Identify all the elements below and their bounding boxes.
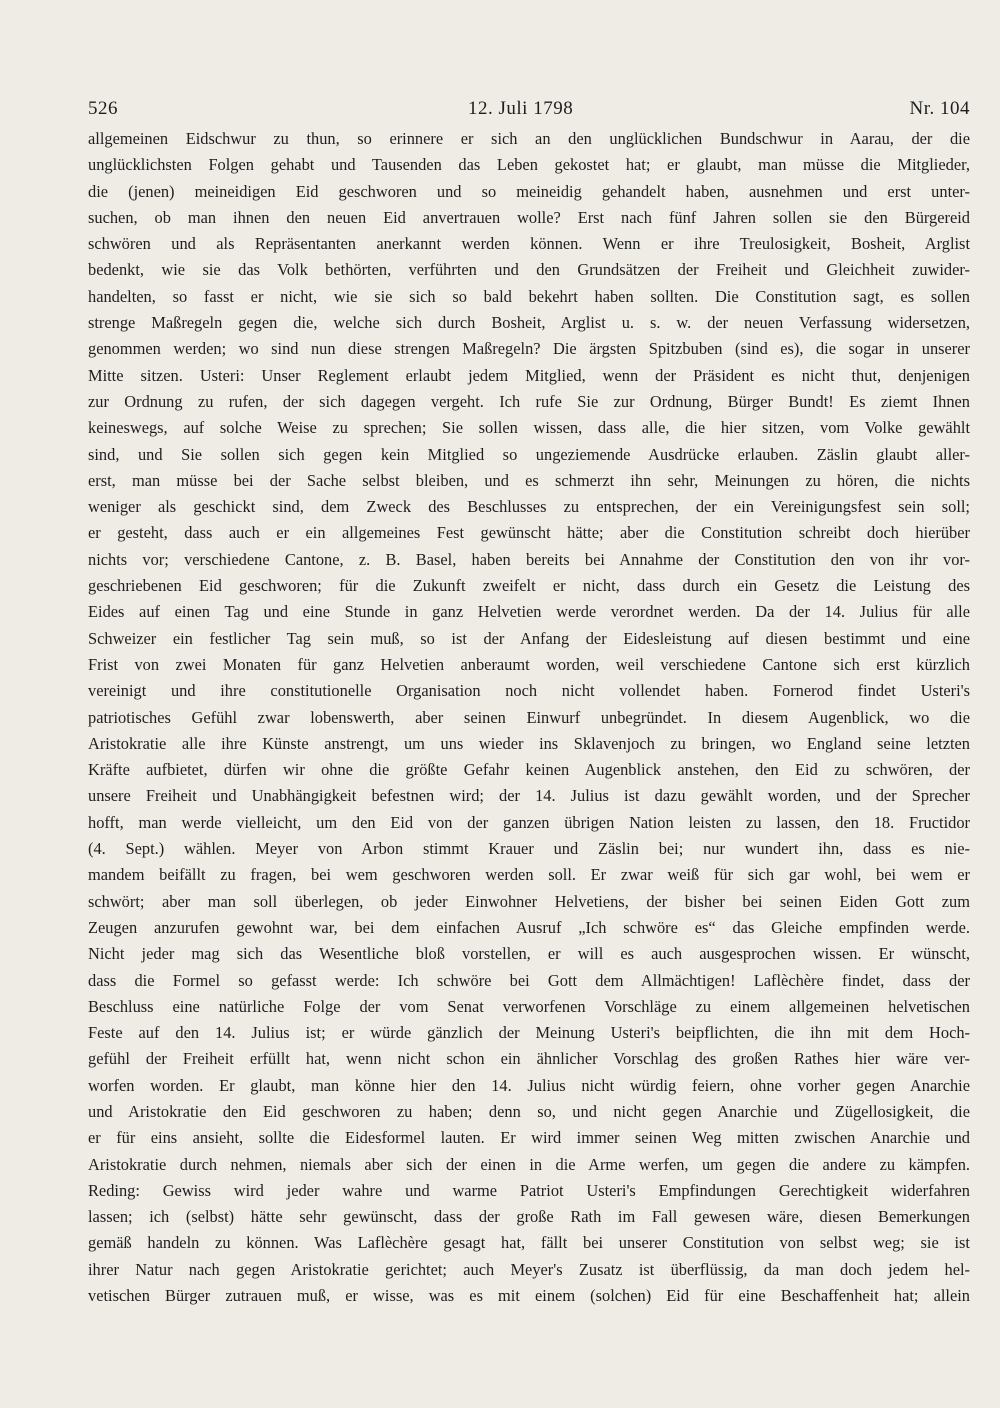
text-line: lassen; ich (selbst) hätte sehr gewünscht, dass der große Rath im Fall gewesen wäre, diesen Bemerkungen: [88, 1207, 970, 1227]
text-line: Kräfte aufbietet, dürfen wir ohne die größte Gefahr keinen Augenblick anstehen, den Eid zu schwören, der: [88, 760, 970, 780]
text-line: und Aristokratie den Eid geschworen zu haben; denn so, und nicht gegen Anarchie und Zügellosigkeit, die: [88, 1101, 970, 1121]
text-line: patriotisches Gefühl zwar lobenswerth, aber seinen Einwurf unbegründet. In diesem Augenblick, wo die: [88, 707, 970, 727]
document-number: Nr. 104: [909, 98, 970, 119]
text-line: Frist von zwei Monaten für ganz Helvetien anberaumt worden, weil verschiedene Cantone sich erst kürzlich: [88, 654, 970, 674]
page-number: 526: [88, 98, 118, 119]
text-line: genommen werden; wo sind nun diese strengen Maßregeln? Die ärgsten Spitzbuben (sind es), die sogar in unserer: [88, 339, 970, 359]
text-line: Beschluss eine natürliche Folge der vom Senat verworfenen Vorschläge zu einem allgemeinen helvetischen: [88, 996, 970, 1016]
text-line: zur Ordnung zu rufen, der sich dagegen vergeht. Ich rufe Sie zur Ordnung, Bürger Bundt! Es ziemt Ihnen: [88, 391, 970, 411]
text-line: ihrer Natur nach gegen Aristokratie gerichtet; auch Meyer's Zusatz ist überflüssig, da man doch jedem hel-: [88, 1259, 970, 1279]
text-line: vereinigt und ihre constitutionelle Organisation noch nicht vollendet haben. Fornerod findet Usteri's: [88, 681, 970, 701]
page-header: [88, 98, 970, 128]
text-line: Mitte sitzen. Usteri: Unser Reglement erlaubt jedem Mitglied, wenn der Präsident es nicht thut, denjenigen: [88, 365, 970, 385]
text-line: er gesteht, dass auch er ein allgemeines Fest gewünscht hätte; aber die Constitution schreibt doch hierüber: [88, 523, 970, 543]
text-line: sind, und Sie sollen sich gegen kein Mitglied so ungeziemende Ausdrücke erlauben. Zäslin glaubt aller-: [88, 444, 970, 464]
text-line: nichts vor; verschiedene Cantone, z. B. Basel, haben bereits bei Annahme der Constitution den von ihr vor-: [88, 549, 970, 569]
text-line: bedenkt, wie sie das Volk bethörten, verführten und den Grundsätzen der Freiheit und Gleichheit zuwider-: [88, 260, 970, 280]
text-line: hofft, man werde vielleicht, um den Eid von der ganzen übrigen Nation leisten zu lassen, den 18. Fructidor: [88, 812, 970, 832]
text-line: vetischen Bürger zutrauen muß, er wisse, was es mit einem (solchen) Eid für eine Beschaffenheit hat; allein: [88, 1286, 970, 1306]
text-line: Schweizer ein festlicher Tag sein muß, so ist der Anfang der Eidesleistung auf diesen bestimmt und eine: [88, 628, 970, 648]
text-line: worfen worden. Er glaubt, man könne hier den 14. Julius nicht würdig feiern, ohne vorher gegen Anarchie: [88, 1075, 970, 1095]
text-line: er für eins ansieht, sollte die Eidesformel lauten. Er wird immer seinen Weg mitten zwischen Anarchie und: [88, 1128, 970, 1148]
text-line: schwört; aber man soll überlegen, ob jeder Einwohner Helvetiens, der bisher bei seinen Eiden Gott zum: [88, 891, 970, 911]
header-date: 12. Juli 1798: [468, 98, 574, 119]
text-line: handelten, so fasst er nicht, wie sie sich so bald bekehrt haben sollten. Die Constitution sagt, es sollen: [88, 286, 970, 306]
text-line: (4. Sept.) wählen. Meyer von Arbon stimmt Krauer und Zäslin bei; nur wundert ihn, dass es nie-: [88, 839, 970, 859]
text-line: unsere Freiheit und Unabhängigkeit befestnen wird; der 14. Julius ist dazu gewählt worden, und der Sprecher: [88, 786, 970, 806]
text-line: suchen, ob man ihnen den neuen Eid anvertrauen wolle? Erst nach fünf Jahren sollen sie den Bürgereid: [88, 207, 970, 227]
text-line: Reding: Gewiss wird jeder wahre und warme Patriot Usteri's Empfindungen Gerechtigkeit widerfahren: [88, 1180, 970, 1200]
text-line: Zeugen anzurufen gewohnt war, bei dem einfachen Ausruf „Ich schwöre es“ das Gleiche empfinden werde.: [88, 917, 970, 937]
text-line: gemäß handeln zu können. Was Laflèchère gesagt hat, fällt bei unserer Constitution von selbst weg; sie ist: [88, 1233, 970, 1253]
text-line: dass die Formel so gefasst werde: Ich schwöre bei Gott dem Allmächtigen! Laflèchère findet, dass der: [88, 970, 970, 990]
text-line: allgemeinen Eidschwur zu thun, so erinnere er sich an den unglücklichen Bundschwur in Aarau, der die: [88, 129, 970, 148]
text-line: unglücklichsten Folgen gehabt und Tausenden das Leben gekostet hat; er glaubt, man müsse die Mitglieder,: [88, 155, 970, 175]
text-line: gefühl der Freiheit erfüllt hat, wenn nicht schon ein ähnlicher Vorschlag des großen Rathes hier wäre ver-: [88, 1049, 970, 1069]
text-line: strenge Maßregeln gegen die, welche sich durch Bosheit, Arglist u. s. w. der neuen Verfassung widersetzen,: [88, 313, 970, 333]
text-line: schwören und als Repräsentanten anerkannt werden können. Wenn er ihre Treulosigkeit, Bosheit, Arglist: [88, 234, 970, 254]
text-line: erst, man müsse bei der Sache selbst bleiben, und es schmerzt ihn sehr, Meinungen zu hören, die nichts: [88, 470, 970, 490]
text-line: keineswegs, auf solche Weise zu sprechen; Sie sollen wissen, dass alle, die hier sitzen, vom Volke gewählt: [88, 418, 970, 438]
text-line: weniger als geschickt sind, dem Zweck des Beschlusses zu entsprechen, der ein Vereinigungsfest sein soll;: [88, 497, 970, 517]
text-line: Aristokratie alle ihre Künste anstrengt, um uns wieder ins Sklavenjoch zu bringen, wo England seine letzten: [88, 733, 970, 753]
text-line: Feste auf den 14. Julius ist; er würde gänzlich der Meinung Usteri's beipflichten, die ihn mit dem Hoch-: [88, 1023, 970, 1043]
text-line: Aristokratie durch nehmen, niemals aber sich der einen in die Arme werfen, um gegen die andere zu kämpfen.: [88, 1154, 970, 1174]
body-text: [88, 126, 970, 1309]
text-line: geschriebenen Eid geschworen; für die Zukunft zweifelt er nicht, dass durch ein Gesetz die Leistung des: [88, 576, 970, 596]
text-line: Nicht jeder mag sich das Wesentliche bloß vorstellen, er will es auch ausgesprochen wissen. Er wünscht,: [88, 944, 970, 964]
text-line: mandem beifällt zu fragen, bei wem geschworen werden soll. Er zwar weiß für sich gar wohl, bei wem er: [88, 865, 970, 885]
text-line: Eides auf einen Tag und eine Stunde in ganz Helvetien werde verordnet werden. Da der 14. Julius für alle: [88, 602, 970, 622]
text-line: die (jenen) meineidigen Eid geschworen und so meineidig gehandelt haben, ausnehmen und erst unter-: [88, 181, 970, 201]
